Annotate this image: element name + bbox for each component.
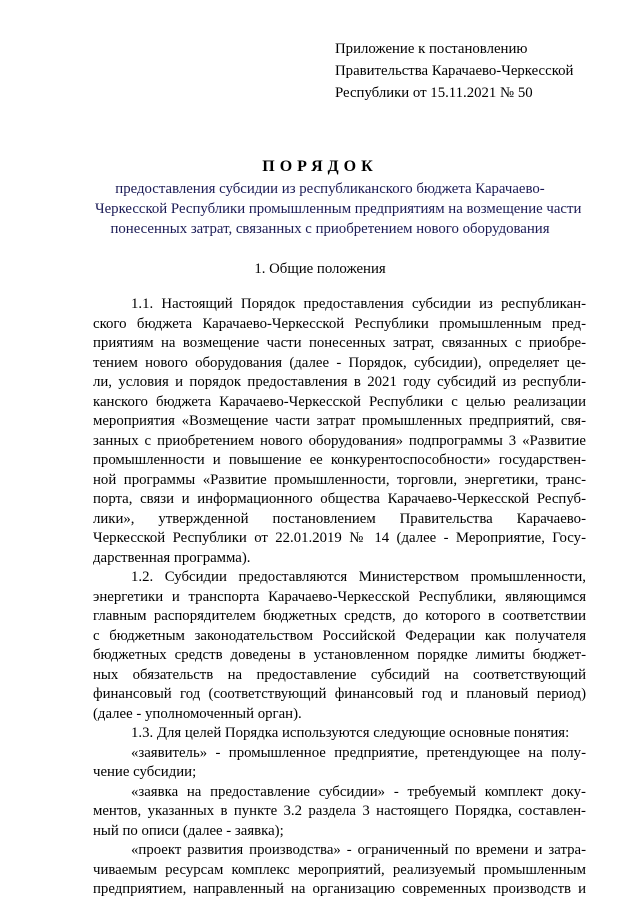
body-line: «заявитель» - промышленное предприятие, претендующее на полу- [131, 744, 586, 761]
body-text [93, 295, 586, 900]
body-line: с бюджетным законодательством Российской Федерации как получателя [93, 627, 586, 644]
appendix-line: Республики от 15.11.2021 № 50 [335, 85, 533, 101]
body-line: 1.1. Настоящий Порядок предоставления субсидии из республикан- [131, 296, 586, 312]
appendix-header [335, 38, 625, 104]
body-line: приятиям на возмещение части понесенных затрат, связанных с приобре- [93, 335, 586, 351]
body-line: дарственная программа). [93, 549, 251, 566]
body-line: (далее - уполномоченный орган). [93, 705, 302, 722]
subtitle-line: Черкесской Республики промышленным предприятиям на возмещение части [95, 201, 582, 217]
document-subtitle [95, 179, 582, 239]
body-line: порта, связи и информационного общества Карачаево-Черкесской Респуб- [93, 491, 586, 507]
appendix-line: Приложение к постановлению [335, 41, 528, 57]
body-line: Черкесской Республики от 22.01.2019 № 14 (далее - Мероприятие, Госу- [93, 530, 586, 546]
body-line: финансовый год (соответствующий финансовый год и плановый период) [93, 686, 586, 702]
body-line: ментов, указанных в пункте 3.2 раздела 3 настоящего Порядка, составлен- [93, 803, 586, 819]
body-line: 1.2. Субсидии предоставляются Министерством промышленности, [131, 569, 586, 585]
subtitle-line: понесенных затрат, связанных с приобретением нового оборудования [110, 221, 550, 237]
body-line: бюджетных средств доведены в установленном порядке лимиты бюджет- [93, 647, 586, 663]
body-line: ли, условия и порядок предоставления в 2021 году субсидий из республи- [93, 374, 586, 390]
body-line: «заявка на предоставление субсидии» - требуемый комплект доку- [131, 783, 586, 800]
body-line: 1.3. Для целей Порядка используются следующие основные понятия: [131, 725, 570, 741]
body-line: занных с приобретением нового оборудования» подпрограммы 3 «Развитие [93, 432, 586, 449]
body-line: предприятием, направленный на организацию современных производств и [93, 881, 586, 897]
body-line: ных обязательств на предоставление субсидий на соответствующий [93, 666, 586, 683]
body-line: мероприятия «Возмещение части затрат промышленных предприятий, свя- [93, 413, 586, 429]
body-line: чиваемым ресурсам комплекс мероприятий, реализуемый промышленным [93, 861, 586, 878]
body-line: лики», утвержденной постановлением Правительства Карачаево- [93, 510, 586, 527]
body-line: чение субсидии; [93, 764, 197, 780]
section-heading: 1. Общие положения [254, 261, 386, 277]
appendix-line: Правительства Карачаево-Черкесской [335, 63, 574, 79]
body-line: ный по описи (далее - заявка); [93, 822, 284, 839]
subtitle-line: предоставления субсидии из республиканского бюджета Карачаево- [115, 181, 545, 197]
body-line: тением нового оборудования (далее - Порядок, субсидии), определяет це- [93, 354, 586, 371]
body-line: «проект развития производства» - ограниченный по времени и затра- [131, 842, 586, 858]
body-line: ского бюджета Карачаево-Черкесской Республики промышленным пред- [93, 315, 586, 332]
body-line: главным распорядителем бюджетных средств, до которого в соответствии [93, 608, 586, 624]
body-line: ной программы «Развитие промышленности, торговли, энергетики, транс- [93, 471, 586, 488]
body-line: промышленности и повышение ее конкурентоспособности» государствен- [93, 452, 586, 468]
document-title: ПОРЯДОК [262, 158, 378, 175]
body-line: энергетики и транспорта Карачаево-Черкесской Республики, являющимся [93, 588, 586, 605]
body-line: канского бюджета Карачаево-Черкесской Республики с целью реализации [93, 393, 586, 410]
